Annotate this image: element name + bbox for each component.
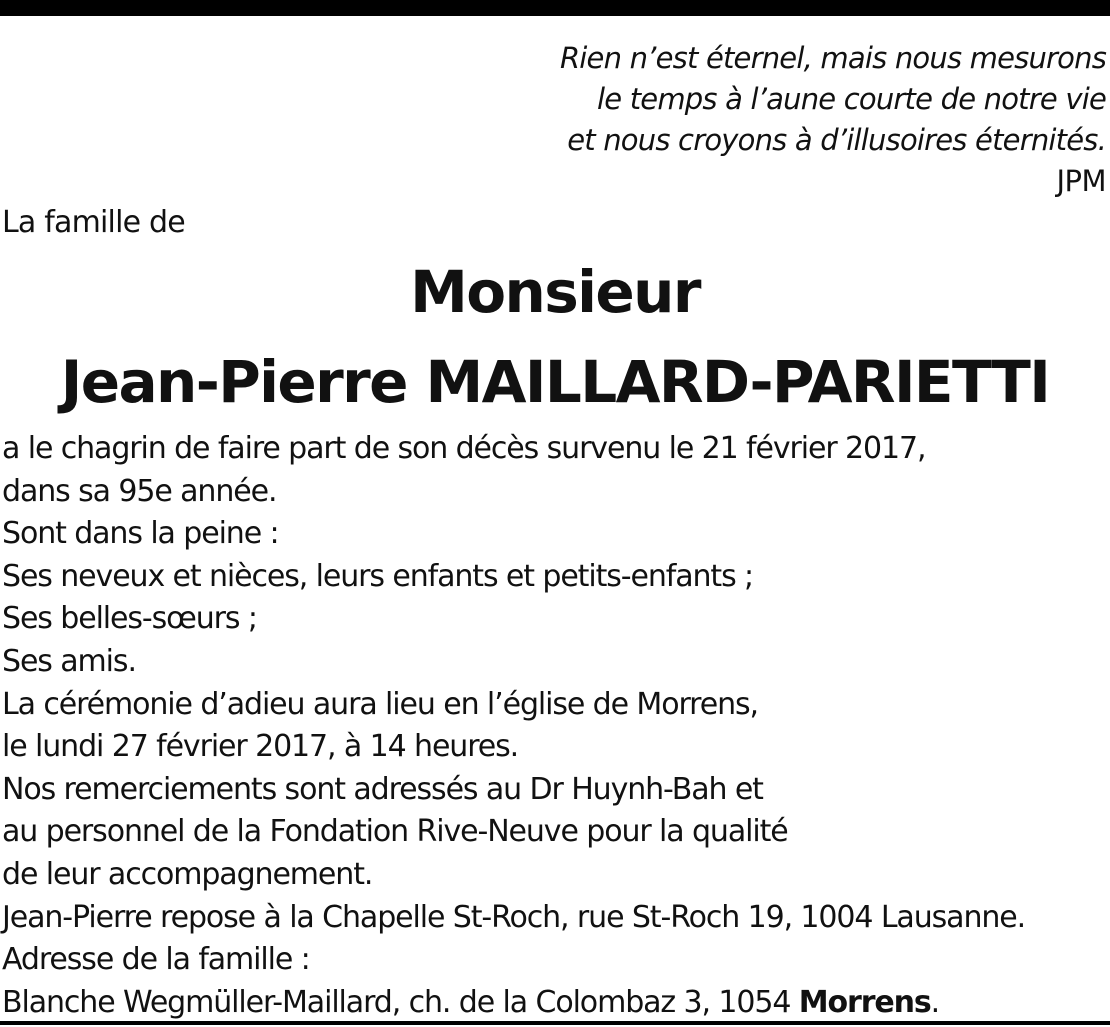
- body-line: Adresse de la famille :: [2, 942, 310, 978]
- body-line: dans sa 95e année.: [2, 473, 277, 509]
- body-line: au personnel de la Fondation Rive-Neuve pour la qualité: [2, 814, 788, 850]
- announcement-body: [2, 428, 1025, 1024]
- top-border-rule: [0, 0, 1110, 16]
- epigraph-line: le temps à l’aune courte de notre vie: [597, 82, 1106, 116]
- address-prefix: Blanche Wegmüller-Maillard, ch. de la Colombaz 3, 1054: [2, 984, 799, 1020]
- body-line: Sont dans la peine :: [2, 516, 279, 552]
- body-line: Jean-Pierre repose à la Chapelle St-Roch, rue St-Roch 19, 1004 Lausanne.: [2, 899, 1026, 935]
- deceased-honorific: Monsieur: [410, 258, 700, 326]
- family-address: [2, 982, 1025, 1025]
- body-line: Nos remerciements sont adressés au Dr Huynh-Bah et: [2, 771, 763, 807]
- body-line: le lundi 27 février 2017, à 14 heures.: [2, 729, 519, 765]
- address-town: Morrens: [798, 984, 931, 1020]
- address-suffix: .: [930, 984, 940, 1020]
- body-line: de leur accompagnement.: [2, 856, 373, 892]
- deceased-name: Jean-Pierre MAILLARD-PARIETTI: [60, 348, 1050, 416]
- body-line: Ses belles-sœurs ;: [2, 601, 257, 637]
- body-line: a le chagrin de faire part de son décès survenu le 21 février 2017,: [2, 431, 926, 466]
- body-line: Ses neveux et nièces, leurs enfants et petits-enfants ;: [2, 558, 754, 594]
- epigraph-quote: [560, 38, 1106, 202]
- body-line: La cérémonie d’adieu aura lieu en l’église de Morrens,: [2, 686, 758, 722]
- epigraph-line: et nous croyons à d’illusoires éternités.: [567, 123, 1106, 157]
- epigraph-line: Rien n’est éternel, mais nous mesurons: [559, 41, 1106, 75]
- body-line: Ses amis.: [2, 643, 136, 679]
- intro-text: La famille de: [2, 205, 185, 240]
- bottom-border-rule: [0, 1021, 1110, 1025]
- epigraph-signature: JPM: [1056, 164, 1106, 198]
